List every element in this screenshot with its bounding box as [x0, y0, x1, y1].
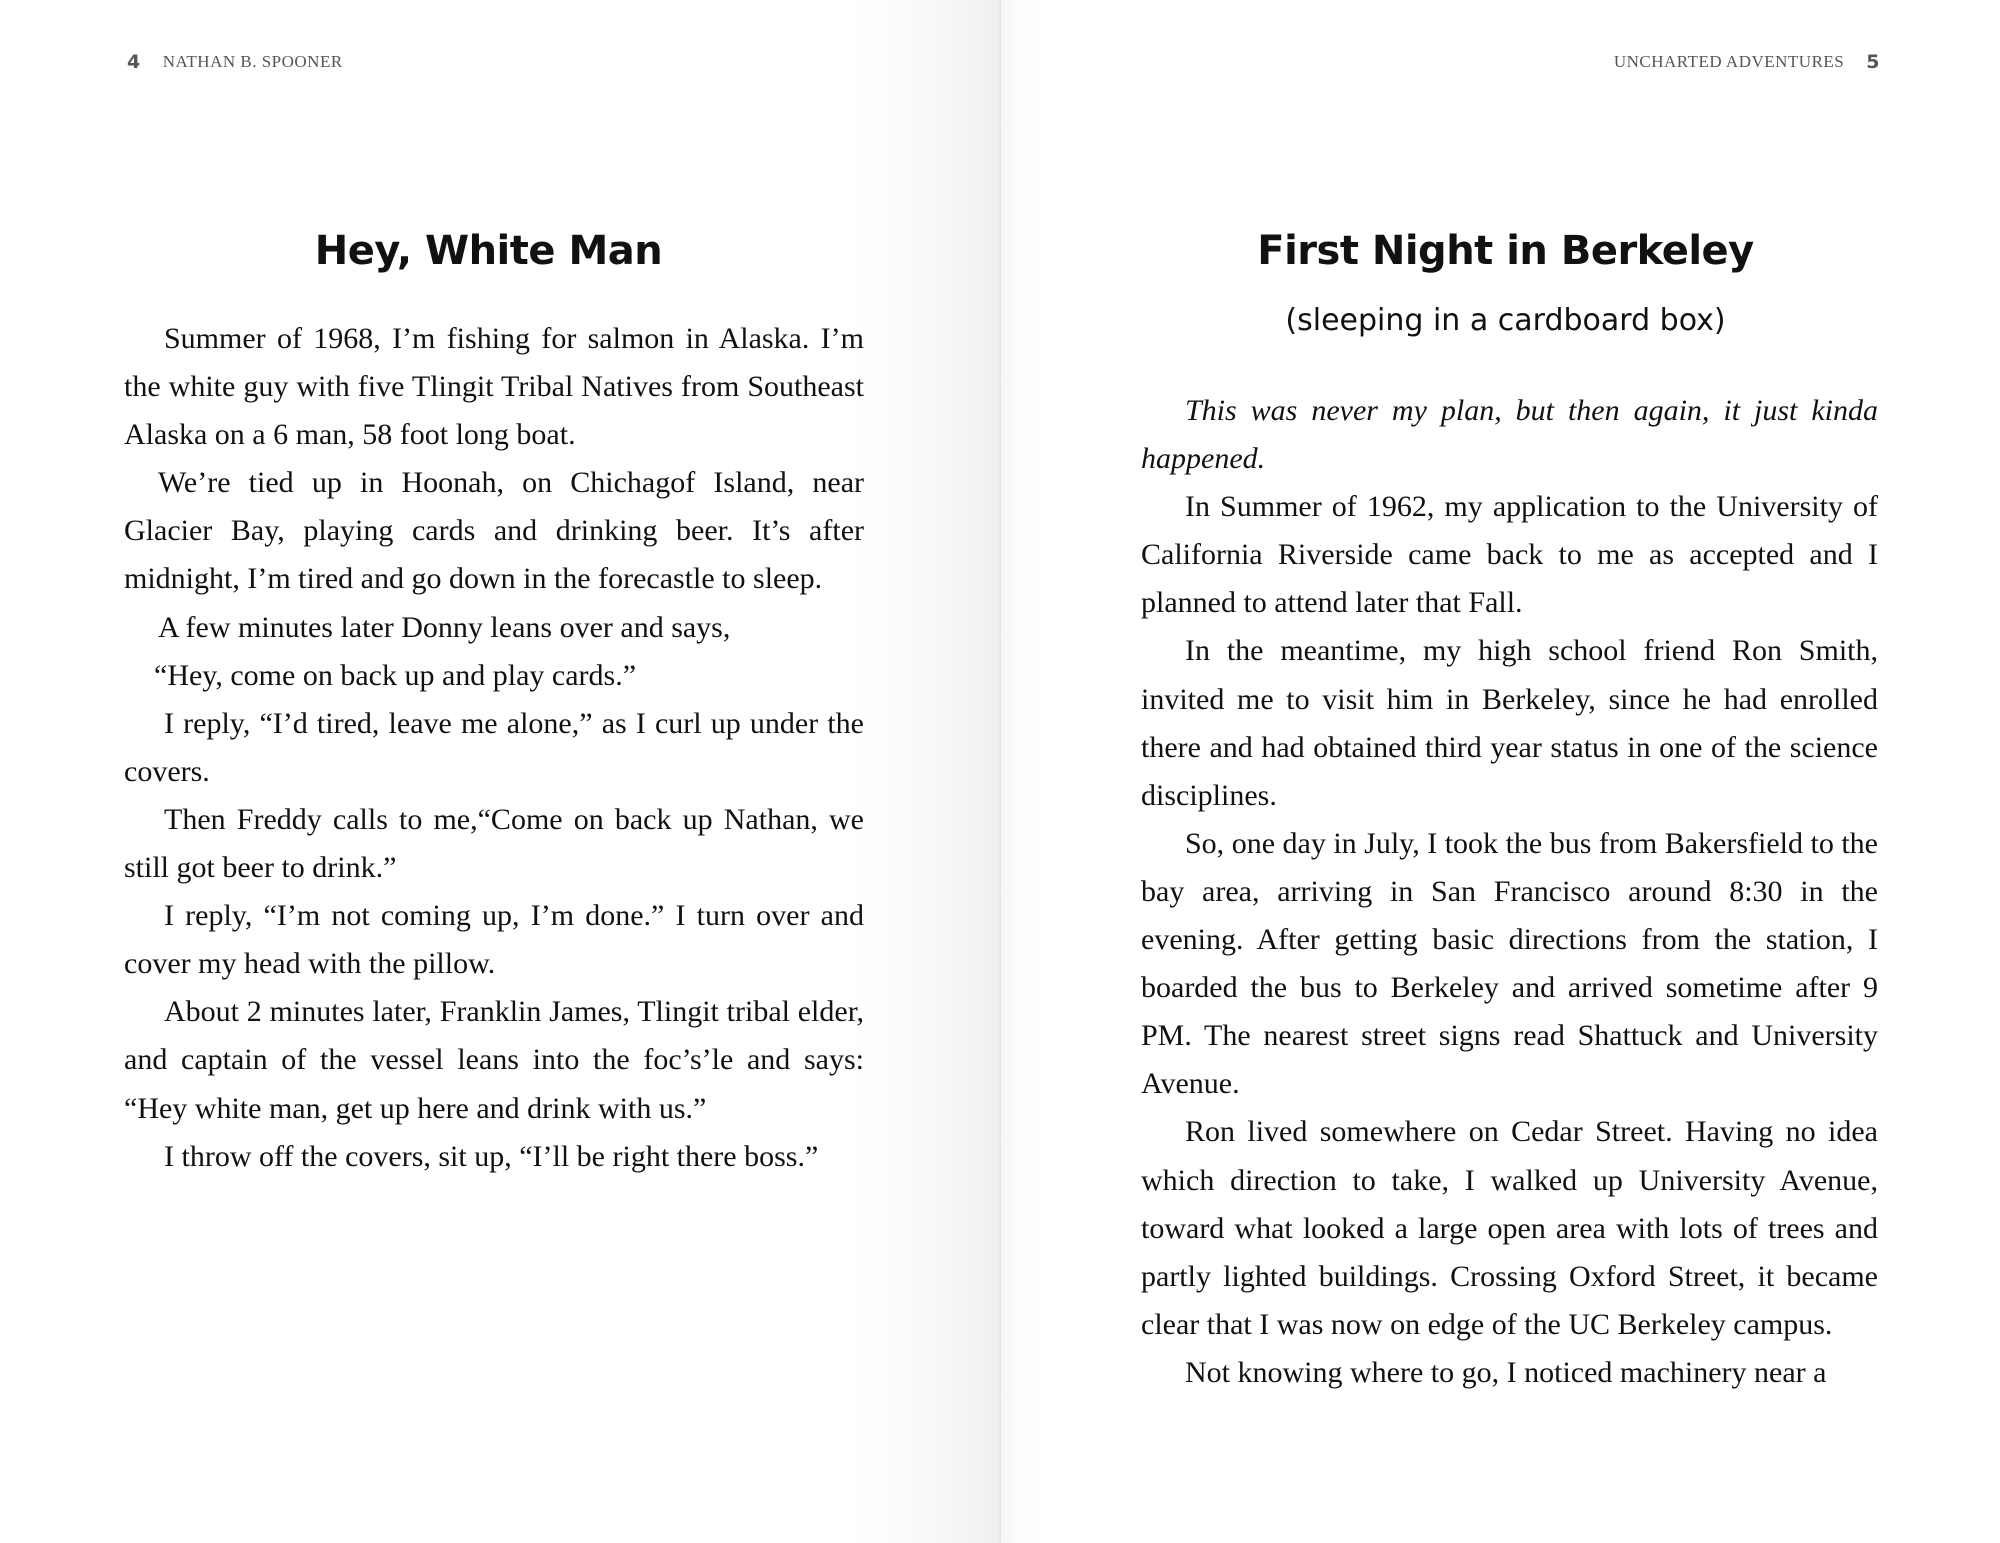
page-number: 5	[1866, 51, 1880, 73]
paragraph: In Summer of 1962, my application to the University of California Riverside came back to me as accepted and I planned to attend later that Fall.	[1141, 490, 1878, 620]
chapter-title: Hey, White Man	[314, 228, 663, 274]
paragraph: So, one day in July, I took the bus from Bakersfield to the bay area, arriving in San Francisco around 8:30 in the evening. After getting basic directions from the station, I boarded the bus to Berkeley and arrived sometime after 9 PM. The nearest street signs read Shattuck and University Avenue.	[1141, 826, 1878, 1101]
book-title: UNCHARTED ADVENTURES	[1613, 52, 1845, 71]
paragraph: Not knowing where to go, I noticed machinery near a	[1185, 1355, 1827, 1389]
paragraph: I reply, “I’m not coming up, I’m done.” I turn over and cover my head with the pillow.	[124, 899, 864, 981]
paragraph: We’re tied up in Hoonah, on Chichagof Island, near Glacier Bay, playing cards and drinking beer. It’s after midnight, I’m tired and go down in the forecastle to sleep.	[124, 466, 864, 596]
author-name: NATHAN B. SPOONER	[162, 52, 343, 71]
paragraph: Summer of 1968, I’m fishing for salmon in Alaska. I’m the white guy with five Tlingit Tribal Natives from Southeast Alaska on a 6 man, 58 foot long boat.	[124, 322, 864, 452]
right-page	[1001, 0, 2000, 1543]
paragraph: About 2 minutes later, Franklin James, Tlingit tribal elder, and captain of the vessel leans into the foc’s’le and says: “Hey white man, get up here and drink with us.”	[124, 995, 864, 1125]
paragraph: I throw off the covers, sit up, “I’ll be right there boss.”	[164, 1139, 819, 1173]
left-running-head	[127, 50, 343, 74]
paragraph: “Hey, come on back up and play cards.”	[154, 658, 637, 692]
right-running-head	[1614, 50, 1880, 74]
page-number: 4	[127, 51, 141, 73]
paragraph: In the meantime, my high school friend Ron Smith, invited me to visit him in Berkeley, since he had enrolled there and had obtained third year status in one of the science disciplines.	[1141, 634, 1878, 812]
epigraph: This was never my plan, but then again, it just kinda happened.	[1141, 394, 1878, 476]
paragraph: Then Freddy calls to me,“Come on back up Nathan, we still got beer to drink.”	[124, 802, 864, 885]
paragraph: I reply, “I’d tired, leave me alone,” as I curl up under the covers.	[124, 706, 864, 788]
chapter-body	[124, 315, 864, 1181]
paragraph: A few minutes later Donny leans over and says,	[158, 610, 731, 644]
chapter-body	[1141, 387, 1878, 1397]
chapter-title: First Night in Berkeley	[1257, 228, 1754, 274]
paragraph: Ron lived somewhere on Cedar Street. Having no idea which direction to take, I walked up University Avenue, toward what looked a large open area with lots of trees and partly lighted buildings. Crossing Oxford Street, it became clear that I was now on edge of the UC Berkeley campus.	[1141, 1115, 1878, 1341]
chapter-subtitle: (sleeping in a cardboard box)	[1285, 303, 1726, 338]
